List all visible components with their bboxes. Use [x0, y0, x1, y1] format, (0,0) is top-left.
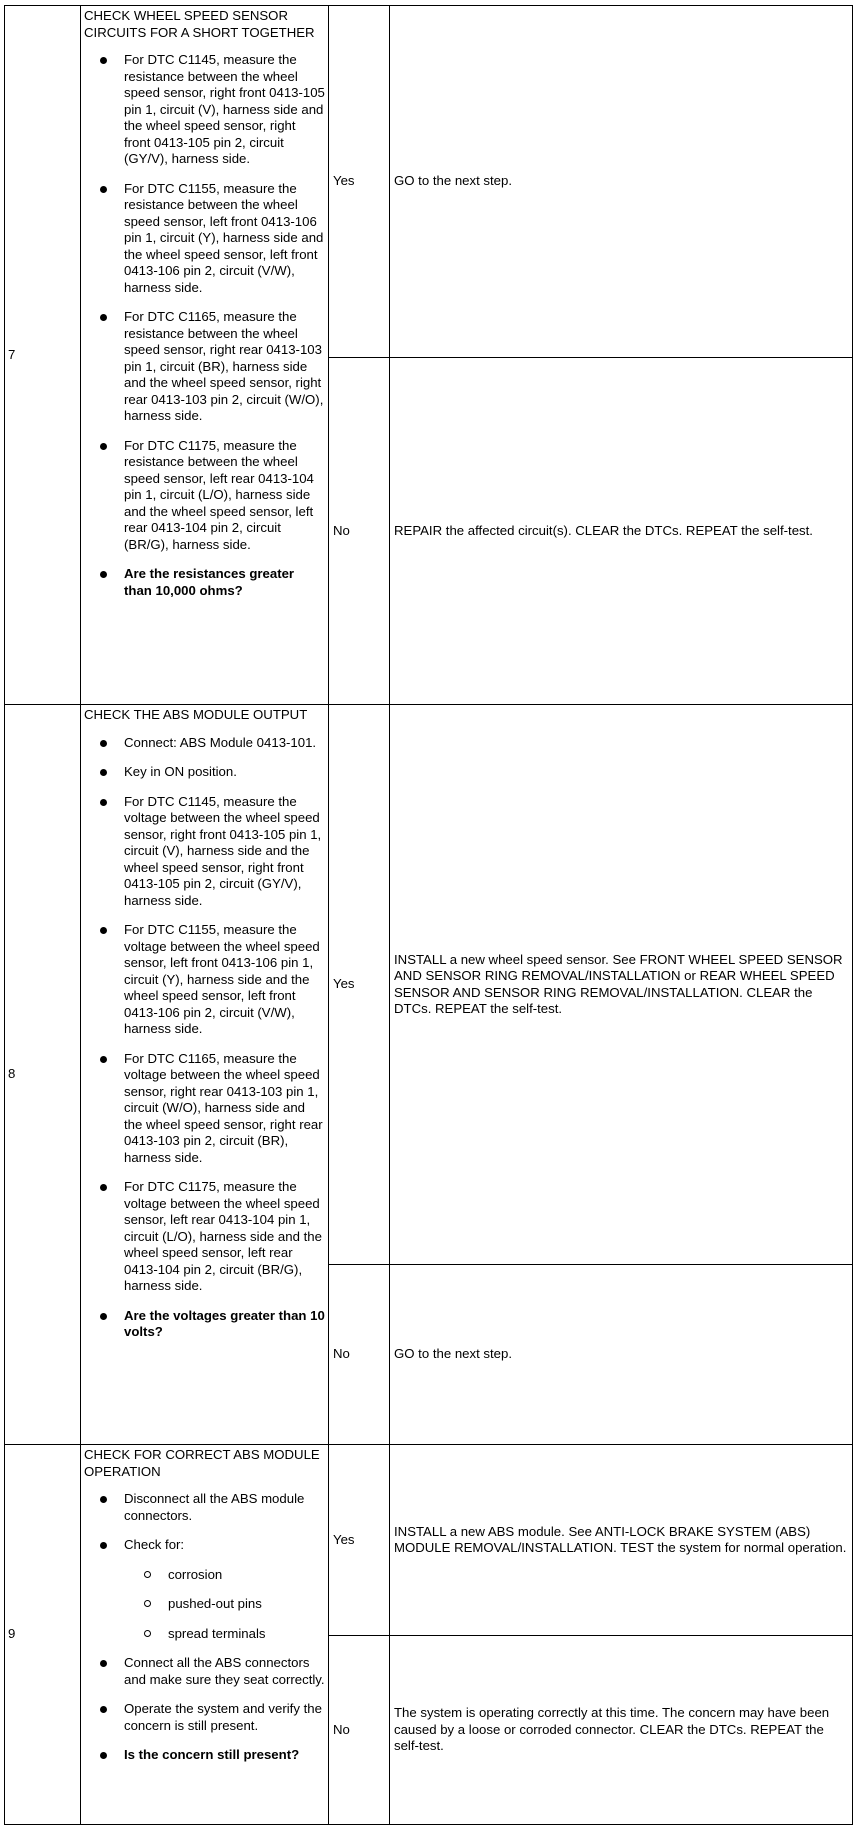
instruction-item: Key in ON position.: [124, 764, 325, 781]
instruction-item: For DTC C1155, measure the resistance between the wheel speed sensor, left front 0413-106 pin 1, circuit (Y), harness side and the wheel speed sensor, left front 0413-106 pin 2, circuit (V/W), harness side.: [124, 180, 324, 295]
step-8-yes-row: [5, 705, 853, 1265]
result-yes-cell: [329, 1445, 390, 1636]
action-no-cell: [390, 1636, 853, 1825]
action-no-cell: [390, 1265, 853, 1445]
result-yes-cell: [329, 6, 390, 358]
step-number: 9: [8, 1626, 16, 1642]
action-no-cell: [390, 358, 853, 705]
test-step-cell: [81, 6, 329, 705]
instruction-item: Operate the system and verify the concern is still present.: [124, 1701, 325, 1734]
result-no-cell: [329, 358, 390, 705]
instruction-item: For DTC C1165, measure the resistance between the wheel speed sensor, right rear 0413-103 pin 1, circuit (BR), harness side and the wheel speed sensor, right rear 0413-103 pin 2, circuit (W/O), harness side.: [124, 309, 324, 423]
step-number-cell: [5, 6, 81, 705]
step-title: CHECK THE ABS MODULE OUTPUT: [84, 707, 308, 722]
check-for-label: Check for:: [124, 1537, 185, 1552]
check-sublist: [124, 1567, 325, 1643]
step-number-cell: [5, 705, 81, 1445]
step-title: CHECK WHEEL SPEED SENSOR CIRCUITS FOR A SHORT TOGETHER: [84, 8, 315, 40]
instruction-item: For DTC C1175, measure the resistance between the wheel speed sensor, left rear 0413-104 pin 1, circuit (L/O), harness side and the wheel speed sensor, left rear 0413-104 pin 2, circuit (BR/G), harness side.: [124, 438, 325, 554]
result-no-cell: [329, 1636, 390, 1825]
instruction-item: For DTC C1155, measure the voltage between the wheel speed sensor, left front 0413-106 pin 1, circuit (Y), harness side and the wheel speed sensor, left front 0413-106 pin 2, circuit (V/W), harness side.: [124, 922, 325, 1038]
instruction-item: Connect all the ABS connectors and make sure they seat correctly.: [124, 1655, 325, 1687]
result-yes-label: Yes: [333, 1531, 355, 1547]
step-9-yes-row: [5, 1445, 853, 1636]
step-7-yes-row: [5, 6, 853, 358]
result-no-label: No: [333, 1346, 350, 1362]
action-no-text: REPAIR the affected circuit(s). CLEAR the DTCs. REPEAT the self-test.: [394, 522, 813, 538]
instruction-item: For DTC C1145, measure the voltage between the wheel speed sensor, right front 0413-105 pin 1, circuit (V), harness side and the wheel speed sensor, right front 0413-105 pin 2, circuit (GY/V), harness side.: [124, 794, 325, 910]
result-no-cell: [329, 1265, 390, 1445]
step-number: 8: [8, 1066, 16, 1082]
action-no-text: GO to the next step.: [394, 1346, 513, 1362]
result-no-label: No: [333, 522, 350, 538]
instruction-item: Connect: ABS Module 0413-101.: [124, 735, 325, 752]
result-yes-cell: [329, 705, 390, 1265]
step-title: CHECK FOR CORRECT ABS MODULE OPERATION: [84, 1447, 320, 1479]
test-step-cell: [81, 1445, 329, 1825]
question-item: Are the voltages greater than 10 volts?: [124, 1307, 325, 1339]
result-yes-label: Yes: [333, 173, 355, 189]
check-subitem: corrosion: [168, 1567, 325, 1584]
action-yes-cell: [390, 1445, 853, 1636]
action-yes-text: INSTALL a new wheel speed sensor. See FRONT WHEEL SPEED SENSOR AND SENSOR RING REMOVAL/INSTALLATION or REAR WHEEL SPEED SENSOR AND SENSOR RING REMOVAL/INSTALLATION. CLEAR the DTCs. REPEAT the self-test.: [394, 951, 843, 1016]
check-subitem: pushed-out pins: [168, 1596, 325, 1613]
instruction-list: [84, 735, 325, 1341]
action-yes-text: GO to the next step.: [394, 173, 513, 189]
instruction-item: For DTC C1145, measure the resistance between the wheel speed sensor, right front 0413-105 pin 1, circuit (V), harness side and the wheel speed sensor, right front 0413-105 pin 2, circuit (GY/V), harness side.: [124, 52, 325, 166]
result-yes-label: Yes: [333, 976, 355, 992]
check-subitem: spread terminals: [168, 1626, 325, 1643]
step-number-cell: [5, 1445, 81, 1825]
instruction-list: [84, 52, 325, 599]
diagnostic-table: [4, 5, 853, 1825]
question-item: Are the resistances greater than 10,000 ohms?: [124, 566, 325, 599]
result-no-label: No: [333, 1721, 350, 1737]
question-item: Is the concern still present?: [124, 1747, 325, 1764]
instruction-item: For DTC C1175, measure the voltage between the wheel speed sensor, left rear 0413-104 pin 1, circuit (L/O), harness side and the wheel speed sensor, left rear 0413-104 pin 2, circuit (BR/G), harness side.: [124, 1179, 325, 1295]
action-yes-cell: [390, 705, 853, 1265]
action-yes-text: INSTALL a new ABS module. See ANTI-LOCK BRAKE SYSTEM (ABS) MODULE REMOVAL/INSTALLATION. TEST the system for normal operation.: [394, 1523, 847, 1555]
step-number: 7: [8, 346, 16, 362]
action-no-text: The system is operating correctly at this time. The concern may have been caused by a loose or corroded connector. CLEAR the DTCs. REPEAT the self-test.: [394, 1705, 830, 1754]
instruction-item: Disconnect all the ABS module connectors.: [124, 1491, 325, 1524]
instruction-list: [84, 1491, 325, 1764]
instruction-item: [124, 1537, 325, 1642]
test-step-cell: [81, 705, 329, 1445]
action-yes-cell: [390, 6, 853, 358]
instruction-item: For DTC C1165, measure the voltage between the wheel speed sensor, right rear 0413-103 pin 1, circuit (W/O), harness side and the wheel speed sensor, right rear 0413-103 pin 2, circuit (BR), harness side.: [124, 1051, 325, 1167]
